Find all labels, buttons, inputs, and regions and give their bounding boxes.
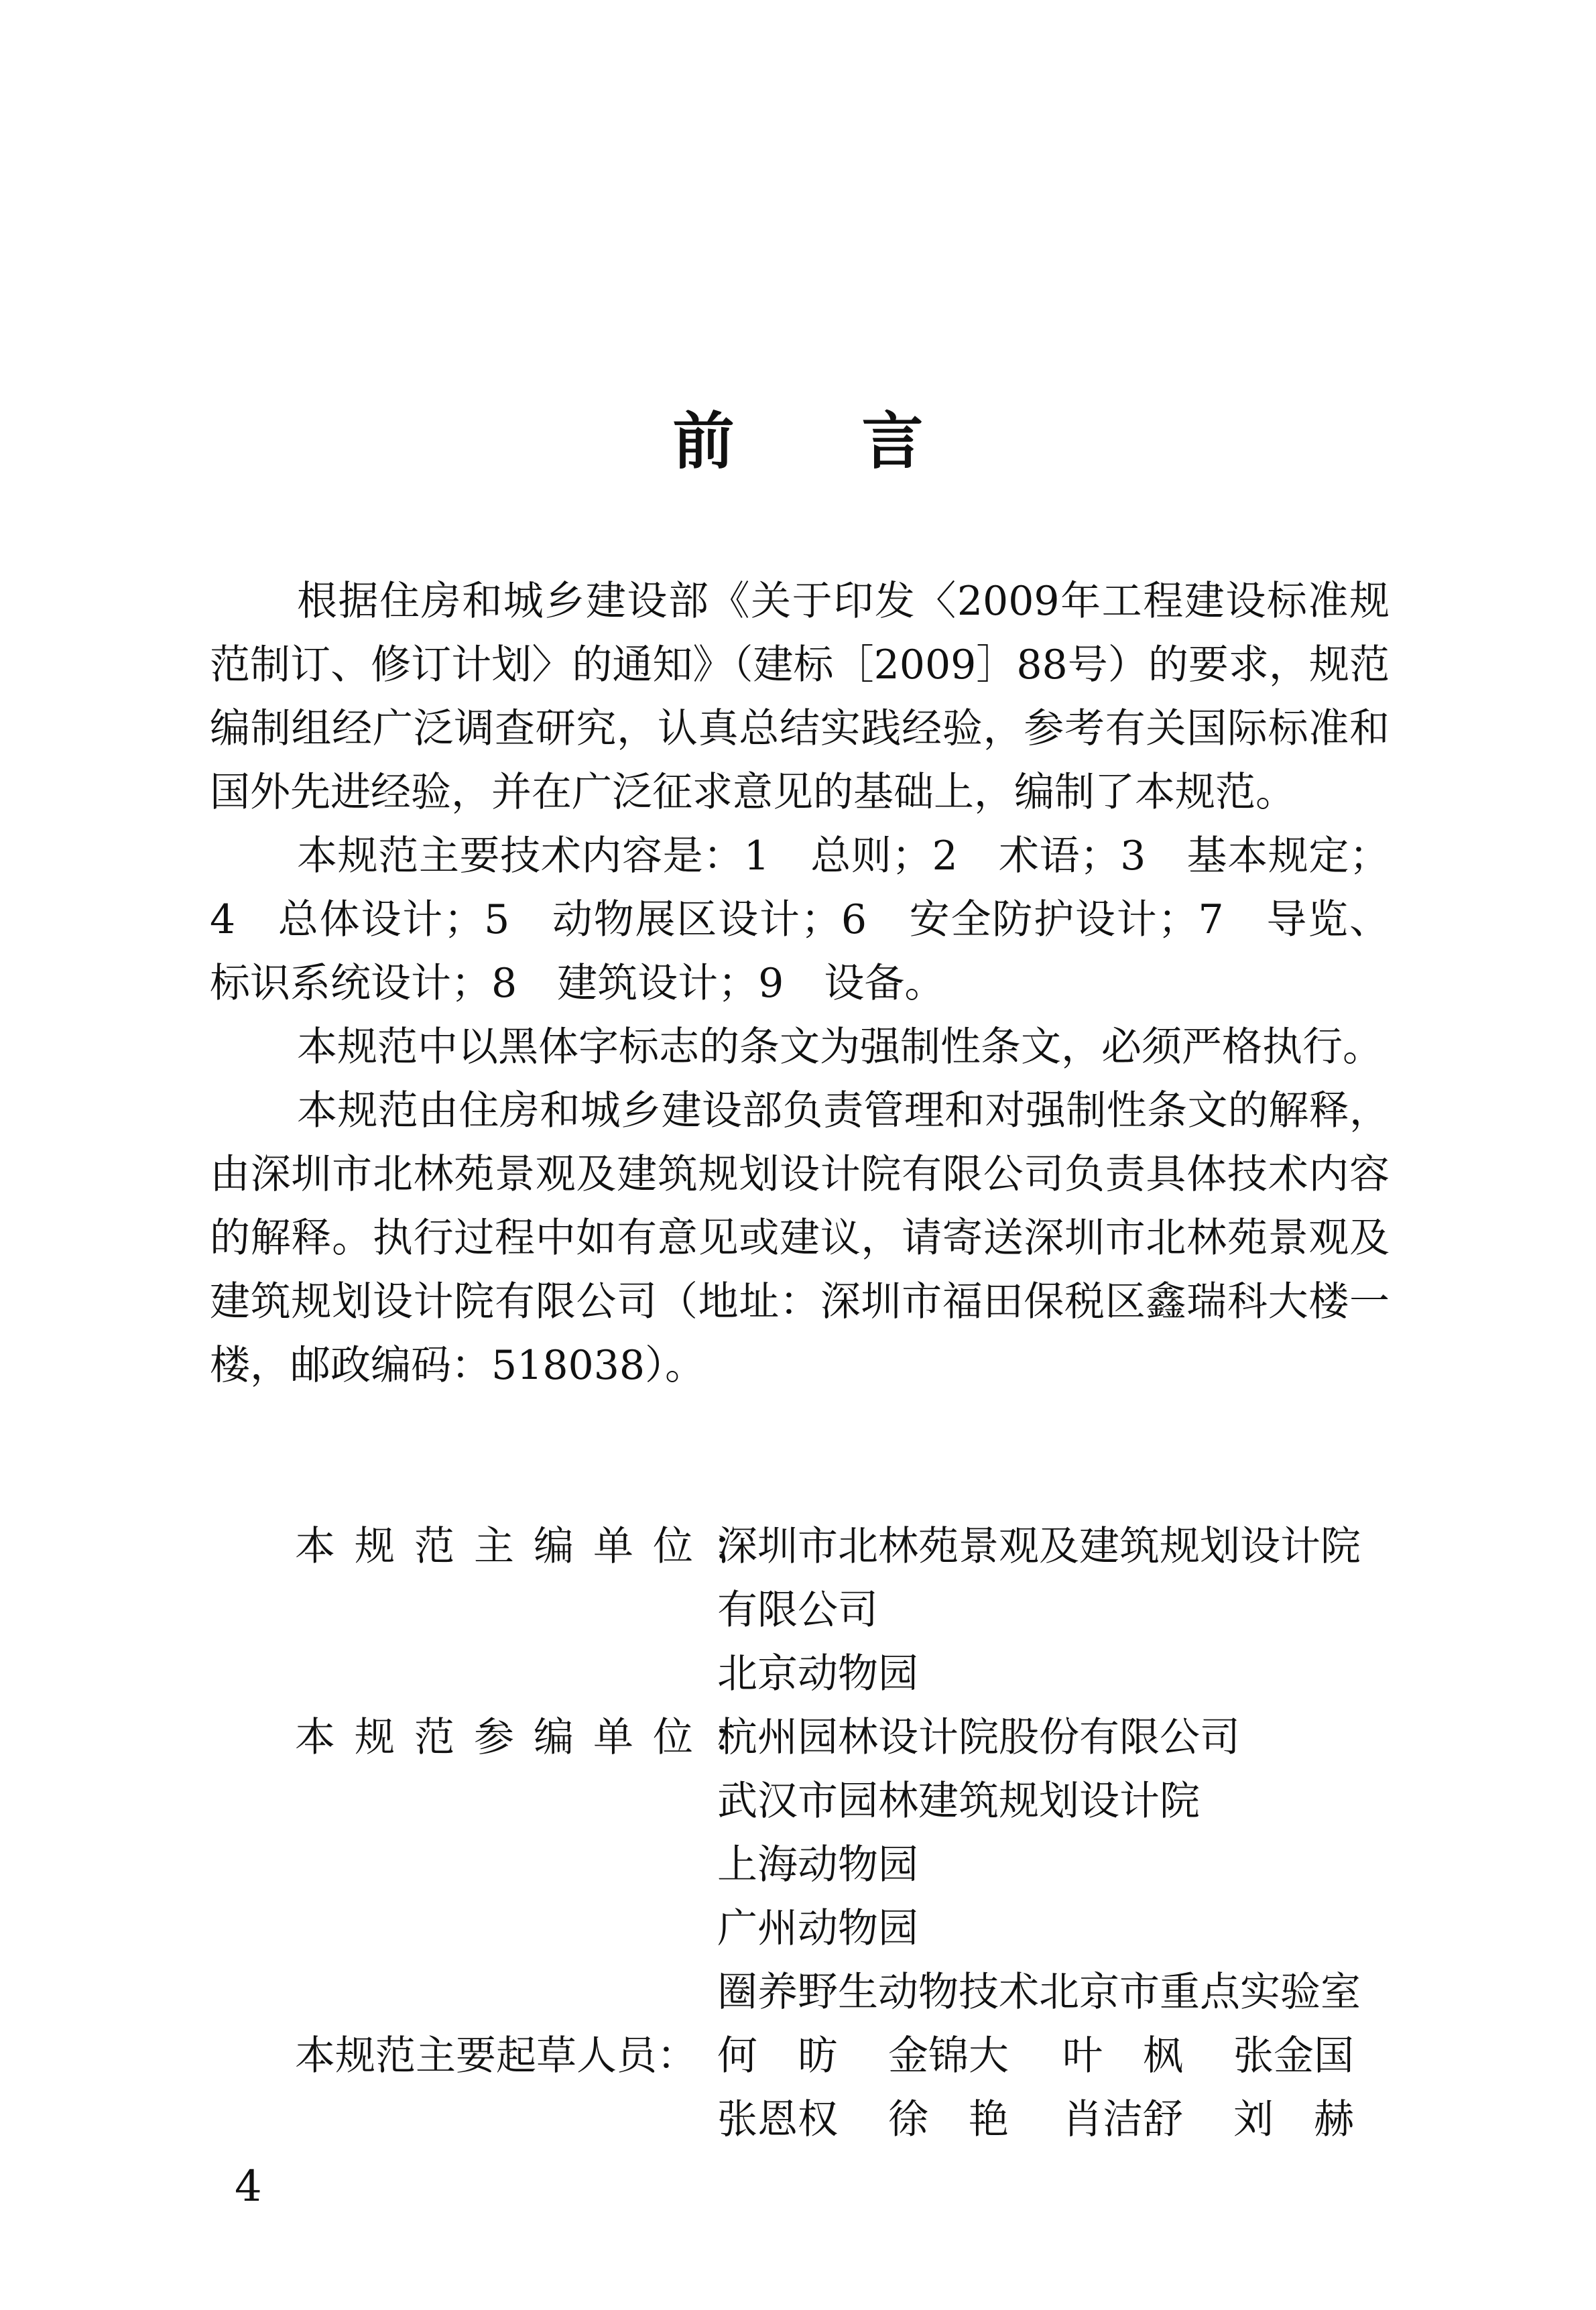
chief-unit-1: 深圳市北林苑景观及建筑规划设计院 (717, 1523, 1361, 1570)
drafter-name: 张金国 (1233, 2032, 1354, 2079)
chief-units-group (295, 1515, 1401, 1706)
drafters-group (295, 2024, 1401, 2152)
drafter-name: 张恩权 (717, 2096, 838, 2143)
paragraph-2: 本规范主要技术内容是：1 总则；2 术语；3 基本规定；4 总体设计；5 动物展区设计；6 安全防护设计；7 导览、标识系统设计；8 建筑设计；9 设备。 (210, 833, 1390, 1007)
participating-unit-1: 杭州园林设计院股份有限公司 (717, 1714, 1240, 1761)
chief-unit-2: 有限公司 (717, 1587, 878, 1634)
participating-units-label: 本规范参编单位： (295, 1714, 772, 1761)
page-title (0, 392, 1596, 481)
participating-unit-3: 上海动物园 (717, 1841, 918, 1888)
chief-unit-3: 北京动物园 (717, 1650, 918, 1697)
drafters-row-2 (717, 2088, 1401, 2152)
drafter-name: 刘 赫 (1233, 2096, 1354, 2143)
participating-unit-2: 武汉市园林建筑规划设计院 (717, 1778, 1200, 1825)
participating-units-group (295, 1706, 1401, 2024)
drafter-name: 何 昉 (717, 2032, 838, 2079)
paragraph-4: 本规范由住房和城乡建设部负责管理和对强制性条文的解释，由深圳市北林苑景观及建筑规划设计院有限公司负责具体技术内容的解释。执行过程中如有意见或建议，请寄送深圳市北林苑景观及建筑规划设计院有限公司（地址：深圳市福田保税区鑫瑞科大楼一楼，邮政编码：518038）。 (210, 1087, 1390, 1389)
chief-units-label: 本规范主编单位： (295, 1523, 772, 1570)
drafter-name: 金锦大 (888, 2032, 1009, 2079)
page-number: 4 (235, 2162, 262, 2211)
drafter-name: 肖洁舒 (1062, 2096, 1183, 2143)
paragraph-3: 本规范中以黑体字标志的条文为强制性条文，必须严格执行。 (297, 1024, 1383, 1071)
drafters-label: 本规范主要起草人员： (295, 2032, 697, 2079)
participating-unit-5: 圈养野生动物技术北京市重点实验室 (717, 1969, 1361, 2016)
drafter-name: 叶 枫 (1062, 2032, 1183, 2079)
drafters-row-1 (717, 2024, 1401, 2088)
title-char-1: 前 (672, 406, 735, 477)
drafter-name: 徐 艳 (888, 2096, 1009, 2143)
title-char-2: 言 (861, 406, 924, 477)
paragraph-1: 根据住房和城乡建设部《关于印发〈2009年工程建设标准规范制订、修订计划〉的通知》（建标［2009］88号）的要求，规范编制组经广泛调查研究，认真总结实践经验，参考有关国际标准和国外先进经验，并在广泛征求意见的基础上，编制了本规范。 (210, 578, 1390, 816)
preface-body (210, 570, 1390, 1398)
participating-unit-4: 广州动物园 (717, 1905, 918, 1952)
